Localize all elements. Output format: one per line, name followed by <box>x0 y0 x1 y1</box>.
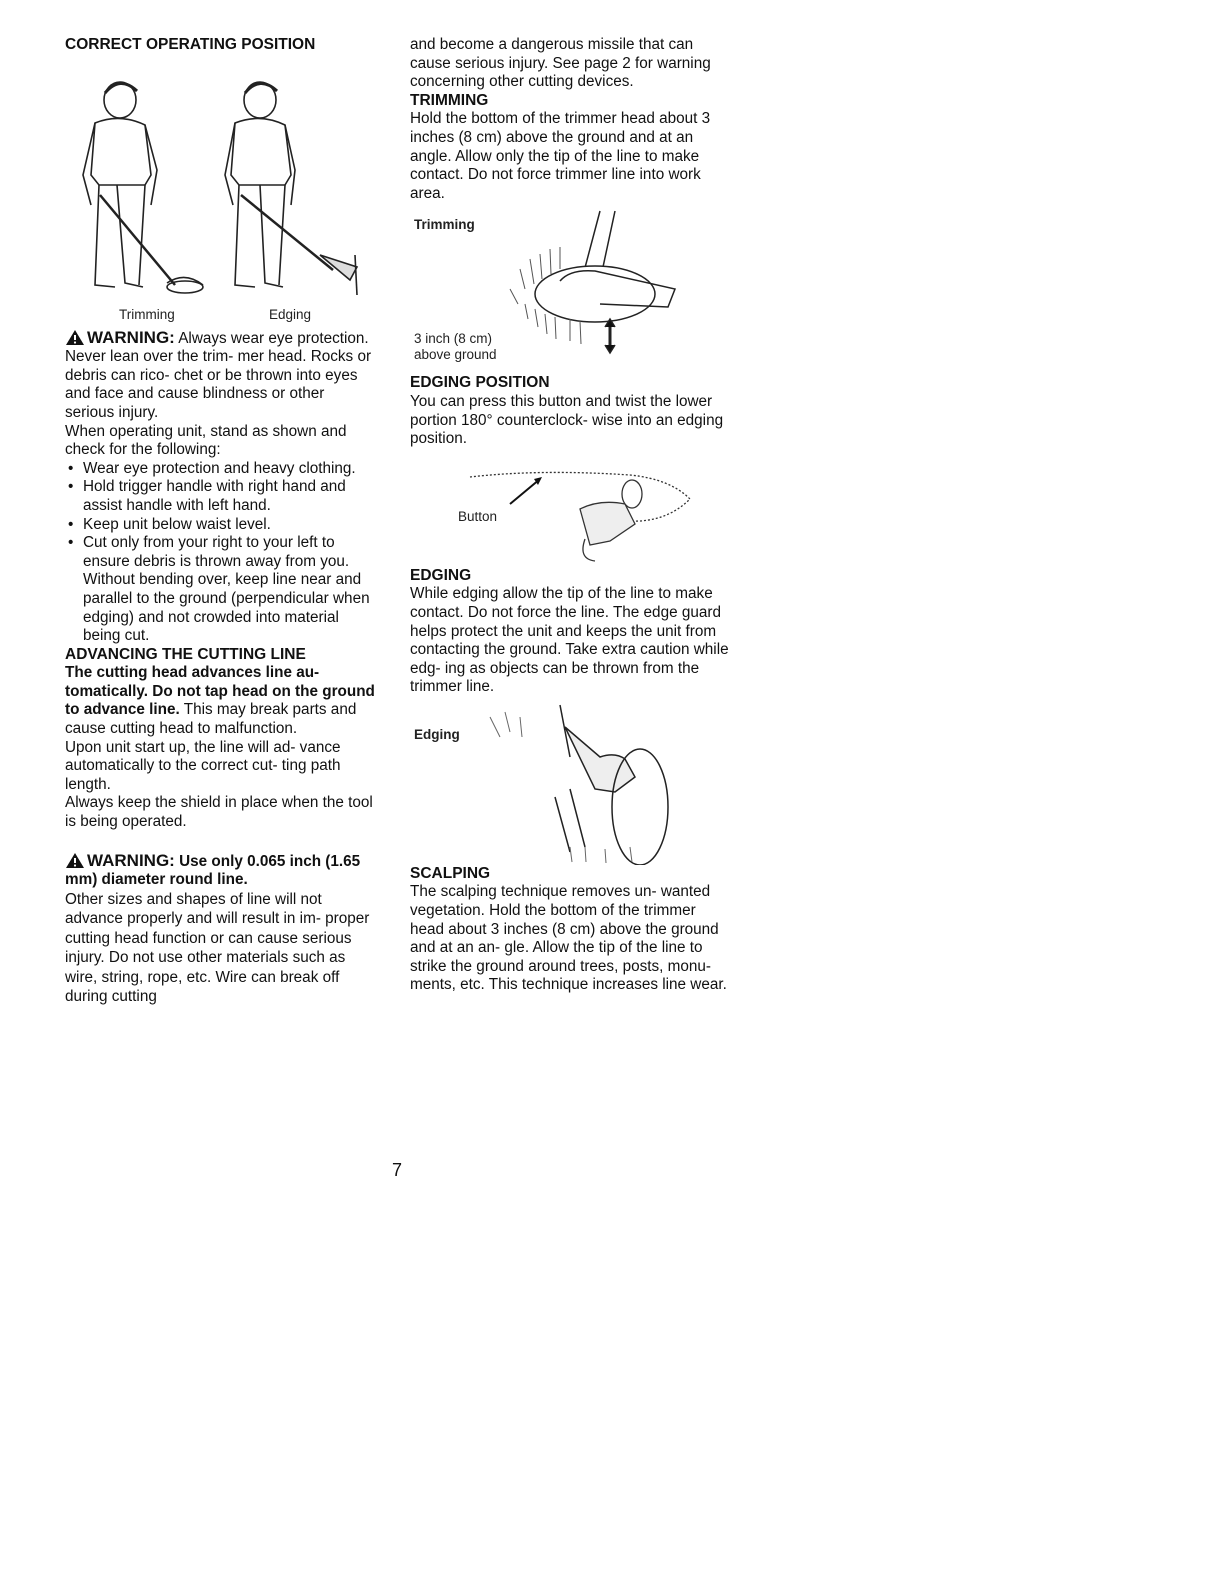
warning-title: WARNING: <box>87 850 175 870</box>
right-column <box>410 36 730 995</box>
edging-illustration <box>410 697 710 865</box>
list-item: • Wear eye protection and heavy clothing. <box>65 460 375 479</box>
page-number: 7 <box>392 1160 403 1180</box>
edging-figure <box>410 697 730 865</box>
trimming-height-note-2: above ground <box>414 347 497 363</box>
warning-text: Always wear eye protection. Never lean over the trim- mer head. Rocks or debris can rico- chet or be thrown into eyes and face and cause blindness or other serious injury. <box>65 329 372 421</box>
advancing-line-heading: ADVANCING THE CUTTING LINE <box>65 645 306 663</box>
trimming-figure <box>410 209 730 374</box>
edging-operator-drawing <box>225 82 357 295</box>
advancing-line-paragraph <box>65 664 375 738</box>
advancing-line-bold: The cutting head advances line au- tomatically. Do not tap head on the ground to advance line. <box>65 664 375 719</box>
edging-position-heading: EDGING POSITION <box>410 374 550 392</box>
trimming-operator-drawing <box>83 82 203 293</box>
list-item: • Cut only from your right to your left to ensure debris is thrown away from you. Without bending over, keep line near and parallel to the ground (perpendicular when edging) and not crowded into material being cut. <box>65 534 375 646</box>
correct-operating-position-heading: CORRECT OPERATING POSITION <box>65 36 316 53</box>
edging-heading: EDGING <box>410 566 472 584</box>
continued-paragraph: and become a dangerous missile that can cause serious injury. See page 2 for warning concerning other cutting devices. <box>410 36 711 91</box>
advancing-line-paragraph-3: Always keep the shield in place when the tool is being operated. <box>65 794 373 831</box>
operating-checklist <box>65 460 375 646</box>
scalping-paragraph: The scalping technique removes un- wanted vegetation. Hold the bottom of the trimmer head about 3 inches (8 cm) above the ground and at an an- gle. Allow the tip of the line to strike the ground around trees, posts, monu- ments, etc. This technique increases line wear. <box>410 883 727 994</box>
list-item: • Hold trigger handle with right hand and assist handle with left hand. <box>65 478 375 515</box>
trimming-height-note-1: 3 inch (8 cm) <box>414 331 493 347</box>
scalping-heading: SCALPING <box>410 864 491 882</box>
edging-paragraph: While edging allow the tip of the line to make contact. Do not force the line. The edge guard helps protect the unit and keeps the unit from contacting the ground. Take extra caution while edg- ing as objects can be thrown from the trimmer line. <box>410 585 729 696</box>
operating-position-figure <box>65 55 365 322</box>
advancing-line-paragraph-2: Upon unit start up, the line will ad- vance automatically to the correct cut- ting path length. <box>65 738 341 793</box>
edging-position-paragraph: You can press this button and twist the lower portion 180° counterclock- wise into an edging position. <box>410 392 724 448</box>
warning-line-size-body: Other sizes and shapes of line will not advance properly and will result in im- proper cutting head function or can cause serious injury. Do not use other materials such as wire, string, rope, etc. Wire can break off during cutting <box>65 890 370 1006</box>
warning-eye-protection <box>65 329 375 423</box>
operating-intro: When operating unit, stand as shown and check for the following: <box>65 422 347 459</box>
trimming-paragraph: Hold the bottom of the trimmer head about 3 inches (8 cm) above the ground and at an angle. Allow only the tip of the line to make contact. Do not force trimmer line into work area. <box>410 110 711 202</box>
warning-line-size-bold: Use only 0.065 inch (1.65 mm) diameter round line. <box>65 852 361 889</box>
warning-title: WARNING: <box>87 327 175 347</box>
trimming-figure-title: Trimming <box>414 217 475 233</box>
trimming-heading: TRIMMING <box>410 91 489 109</box>
advancing-line-rest: This may break parts and cause cutting head to malfunction. <box>65 701 357 738</box>
button-figure <box>410 449 730 567</box>
left-column <box>65 36 375 1007</box>
warning-triangle-icon <box>65 852 85 869</box>
trimming-figure-label: Trimming <box>119 306 175 322</box>
list-item: • Keep unit below waist level. <box>65 516 375 535</box>
button-label: Button <box>458 508 498 524</box>
edging-figure-title: Edging <box>414 726 460 742</box>
operators-illustration <box>65 55 365 295</box>
edging-figure-label: Edging <box>269 306 312 322</box>
warning-line-size <box>65 852 375 890</box>
button-illustration <box>410 449 710 567</box>
warning-triangle-icon <box>65 329 85 346</box>
